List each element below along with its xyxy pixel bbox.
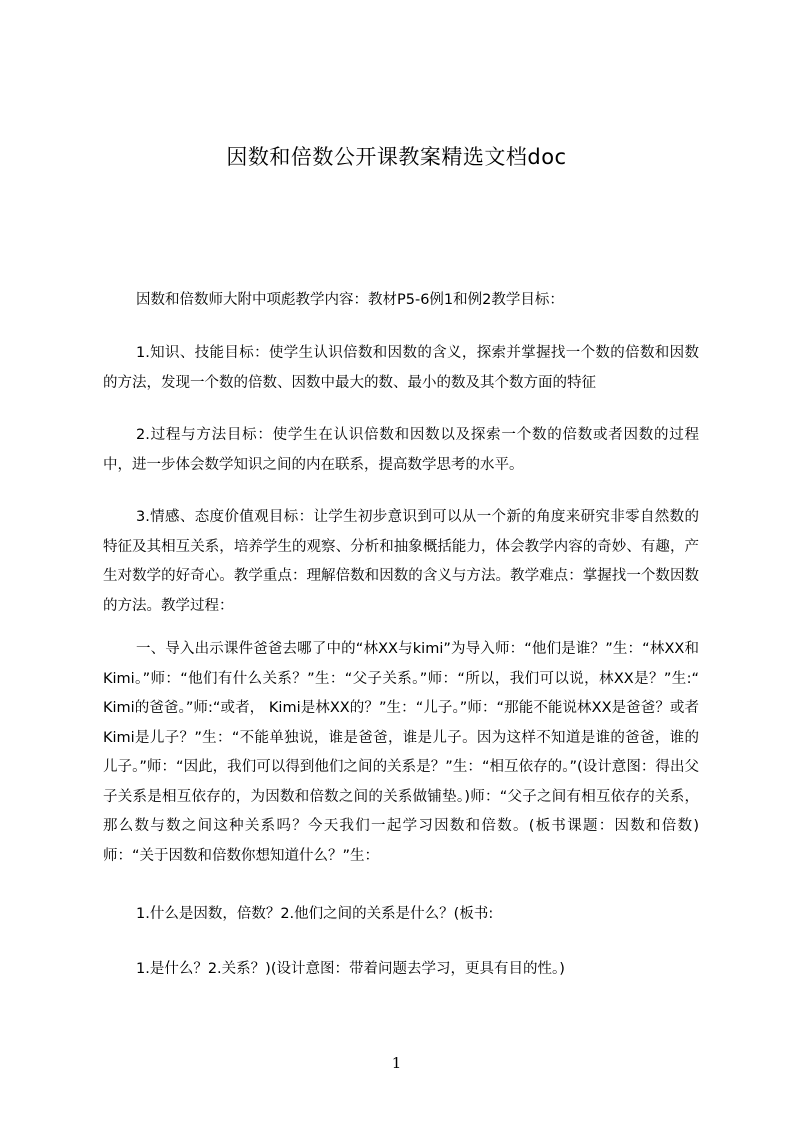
- paragraph-questions: 1.什么是因数，倍数？2.他们之间的关系是什么？(板书:: [136, 906, 494, 922]
- paragraph-introduction-dialogue: 一、导入出示课件爸爸去哪了中的“林XX与kimi”为导入师：“他们是谁？”生：“林XX和Kimi。”师：“他们有什么关系？”生：“父子关系。”师：“所以，我们可以说，林XX是？”生:“ Kimi的爸爸。”师:“或者， Kimi是林XX的？”生：“儿子。”师：“那能不能说林XX是爸爸？或者Kimi是儿子？”生：“不能单独说，谁是爸爸，谁是儿子。因为这样不知道是谁的爸爸，谁的儿子。”师：“因此，我们可以得到他们之间的关系是？”生：“相互依存的。”(设计意图：得出父子关系是相互依存的，为因数和倍数之间的关系做铺垫。)师：“父子之间有相互依存的关系，那么数与数之间这种关系吗？今天我们一起学习因数和倍数。(板书课题：因数和倍数)师：“关于因数和倍数你想知道什么？”生：: [103, 641, 699, 864]
- document-title: 因数和倍数公开课教案精选文档doc: [226, 145, 567, 169]
- page-number: 1: [391, 1054, 402, 1072]
- paragraph-knowledge-goal: 1.知识、技能目标：使学生认识倍数和因数的含义，探索并掌握找一个数的倍数和因数的方法，发现一个数的倍数、因数中最大的数、最小的数及其个数方面的特征: [103, 345, 699, 391]
- paragraph-intro: 因数和倍数师大附中项彪教学内容：教材P5-6例1和例2教学目标：: [136, 292, 564, 308]
- paragraph-attitude-goal: 3.情感、态度价值观目标：让学生初步意识到可以从一个新的角度来研究非零自然数的特征及其相互关系，培养学生的观察、分析和抽象概括能力，体会教学内容的奇妙、有趣，产生对数学的好奇心。教学重点：理解倍数和因数的含义与方法。教学难点：掌握找一个数因数的方法。教学过程：: [103, 509, 699, 614]
- paragraph-board-notes: 1.是什么？2.关系？)(设计意图：带着问题去学习，更具有目的性。): [136, 961, 565, 977]
- paragraph-process-goal: 2.过程与方法目标：使学生在认识倍数和因数以及探索一个数的倍数或者因数的过程中，进一步体会数学知识之间的内在联系，提高数学思考的水平。: [103, 427, 699, 473]
